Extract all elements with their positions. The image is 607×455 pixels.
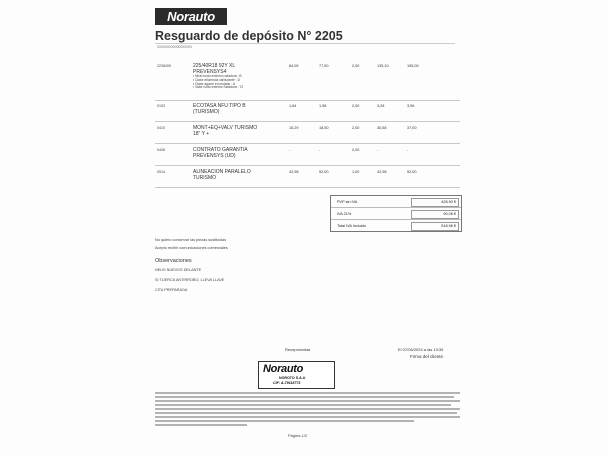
row-col-4: 42,98 — [377, 170, 387, 174]
row-col-2: 52,00 — [319, 170, 329, 174]
row-code: 0514 — [157, 170, 165, 174]
row-col-1: 1,64 — [289, 104, 297, 108]
page-number: Página 1/2 — [288, 433, 308, 438]
title-divider — [155, 43, 455, 44]
totals-row — [331, 208, 461, 220]
row-col-5: 52,00 — [407, 170, 417, 174]
row-code: 2238405 — [157, 64, 171, 68]
observation-line: NEUS NUEVOS DELANTE — [155, 268, 202, 272]
row-description: ECOTASA NFU TIPO B (TURISMO) — [193, 103, 246, 115]
row-col-3: 2,00 — [352, 148, 360, 152]
row-col-2: 77,50 — [319, 64, 329, 68]
table-row — [155, 168, 460, 186]
row-col-3: 2,00 — [352, 104, 360, 108]
row-col-4: - — [377, 148, 379, 152]
totals-value: 90,06 € — [411, 210, 459, 219]
row-col-2: - — [319, 148, 321, 152]
signature-date: El 07/06/2024 a las 13:39 — [398, 347, 444, 352]
document-subtitle: 000000000000000000 — [157, 45, 193, 49]
observaciones-title: Observaciones — [155, 258, 192, 264]
checkbox-label-pieces: No quiero conservar las piezas sustituidas — [155, 238, 227, 242]
row-col-5: 155,00 — [407, 64, 419, 68]
row-col-3: 1,00 — [352, 170, 360, 174]
stamp-company: NOROTO S.A.U — [279, 376, 306, 380]
row-col-5: 3,96 — [407, 104, 415, 108]
row-col-4: 135,10 — [377, 64, 389, 68]
row-code: 0410 — [157, 126, 165, 130]
table-row — [155, 62, 460, 100]
row-col-4: 30,58 — [377, 126, 387, 130]
stamp-cif: CIF: A-79118773 — [273, 381, 301, 385]
totals-label: IVA 21% — [337, 212, 352, 216]
client-signature-label: Firma del cliente — [410, 354, 444, 359]
company-stamp — [258, 361, 335, 389]
observation-line: CITA PREPARADA — [155, 288, 188, 292]
row-divider — [155, 143, 460, 144]
totals-box — [330, 195, 462, 232]
row-description: CONTRATO GARANTIA PREVENSYS (UD) — [193, 147, 248, 159]
observation-line: SI TUERCA ANTIRROBO, LLEVA LLAVE — [155, 278, 225, 282]
row-divider — [155, 100, 460, 101]
row-col-1: 84,05 — [289, 64, 299, 68]
table-row — [155, 146, 460, 164]
row-col-3: 2,00 — [352, 126, 360, 130]
row-col-4: 3,28 — [377, 104, 385, 108]
stamp-logo: Norauto — [263, 363, 304, 375]
row-col-2: 1,98 — [319, 104, 327, 108]
legal-fine-print — [155, 392, 460, 428]
totals-label: Total IVA Incluido — [337, 224, 366, 228]
totals-value: 428,90 € — [411, 198, 459, 207]
row-col-2: 18,50 — [319, 126, 329, 130]
checkbox-label-comms: Acepto recibir comunicaciones comerciales — [155, 246, 228, 250]
row-description: ALINEACION PARALELO TURISMO — [193, 169, 251, 181]
row-divider — [155, 187, 460, 188]
row-code: 0103 — [157, 104, 165, 108]
row-divider — [155, 165, 460, 166]
norauto-logo: Norauto — [155, 8, 227, 25]
row-description: MONT+EQ+VALV TURISMO 18" Y + — [193, 125, 258, 137]
row-col-1: 42,98 — [289, 170, 299, 174]
row-description: 225/40R18 92Y XL PREVENSYS4 • Nivel ruido externo rodadura : B • Clase eficiencia carburante : D • Clase agarre en mojado : A • Valor ruido exterior rodadura : 72 — [193, 63, 244, 90]
totals-value: 518,96 € — [411, 222, 459, 231]
recepcionista-label: Recepcionista — [285, 347, 311, 352]
row-col-1: - — [289, 148, 291, 152]
row-divider — [155, 121, 460, 122]
totals-row — [331, 220, 461, 231]
table-row — [155, 102, 460, 120]
totals-row — [331, 196, 461, 208]
table-row — [155, 124, 460, 142]
row-col-5: - — [407, 148, 409, 152]
row-code: 0406 — [157, 148, 165, 152]
totals-label: PVP sin IVA — [337, 200, 358, 204]
row-col-5: 37,00 — [407, 126, 417, 130]
row-col-3: 2,00 — [352, 64, 360, 68]
document-title: Resguardo de depósito N° 2205 — [155, 29, 343, 43]
row-col-1: 15,29 — [289, 126, 299, 130]
